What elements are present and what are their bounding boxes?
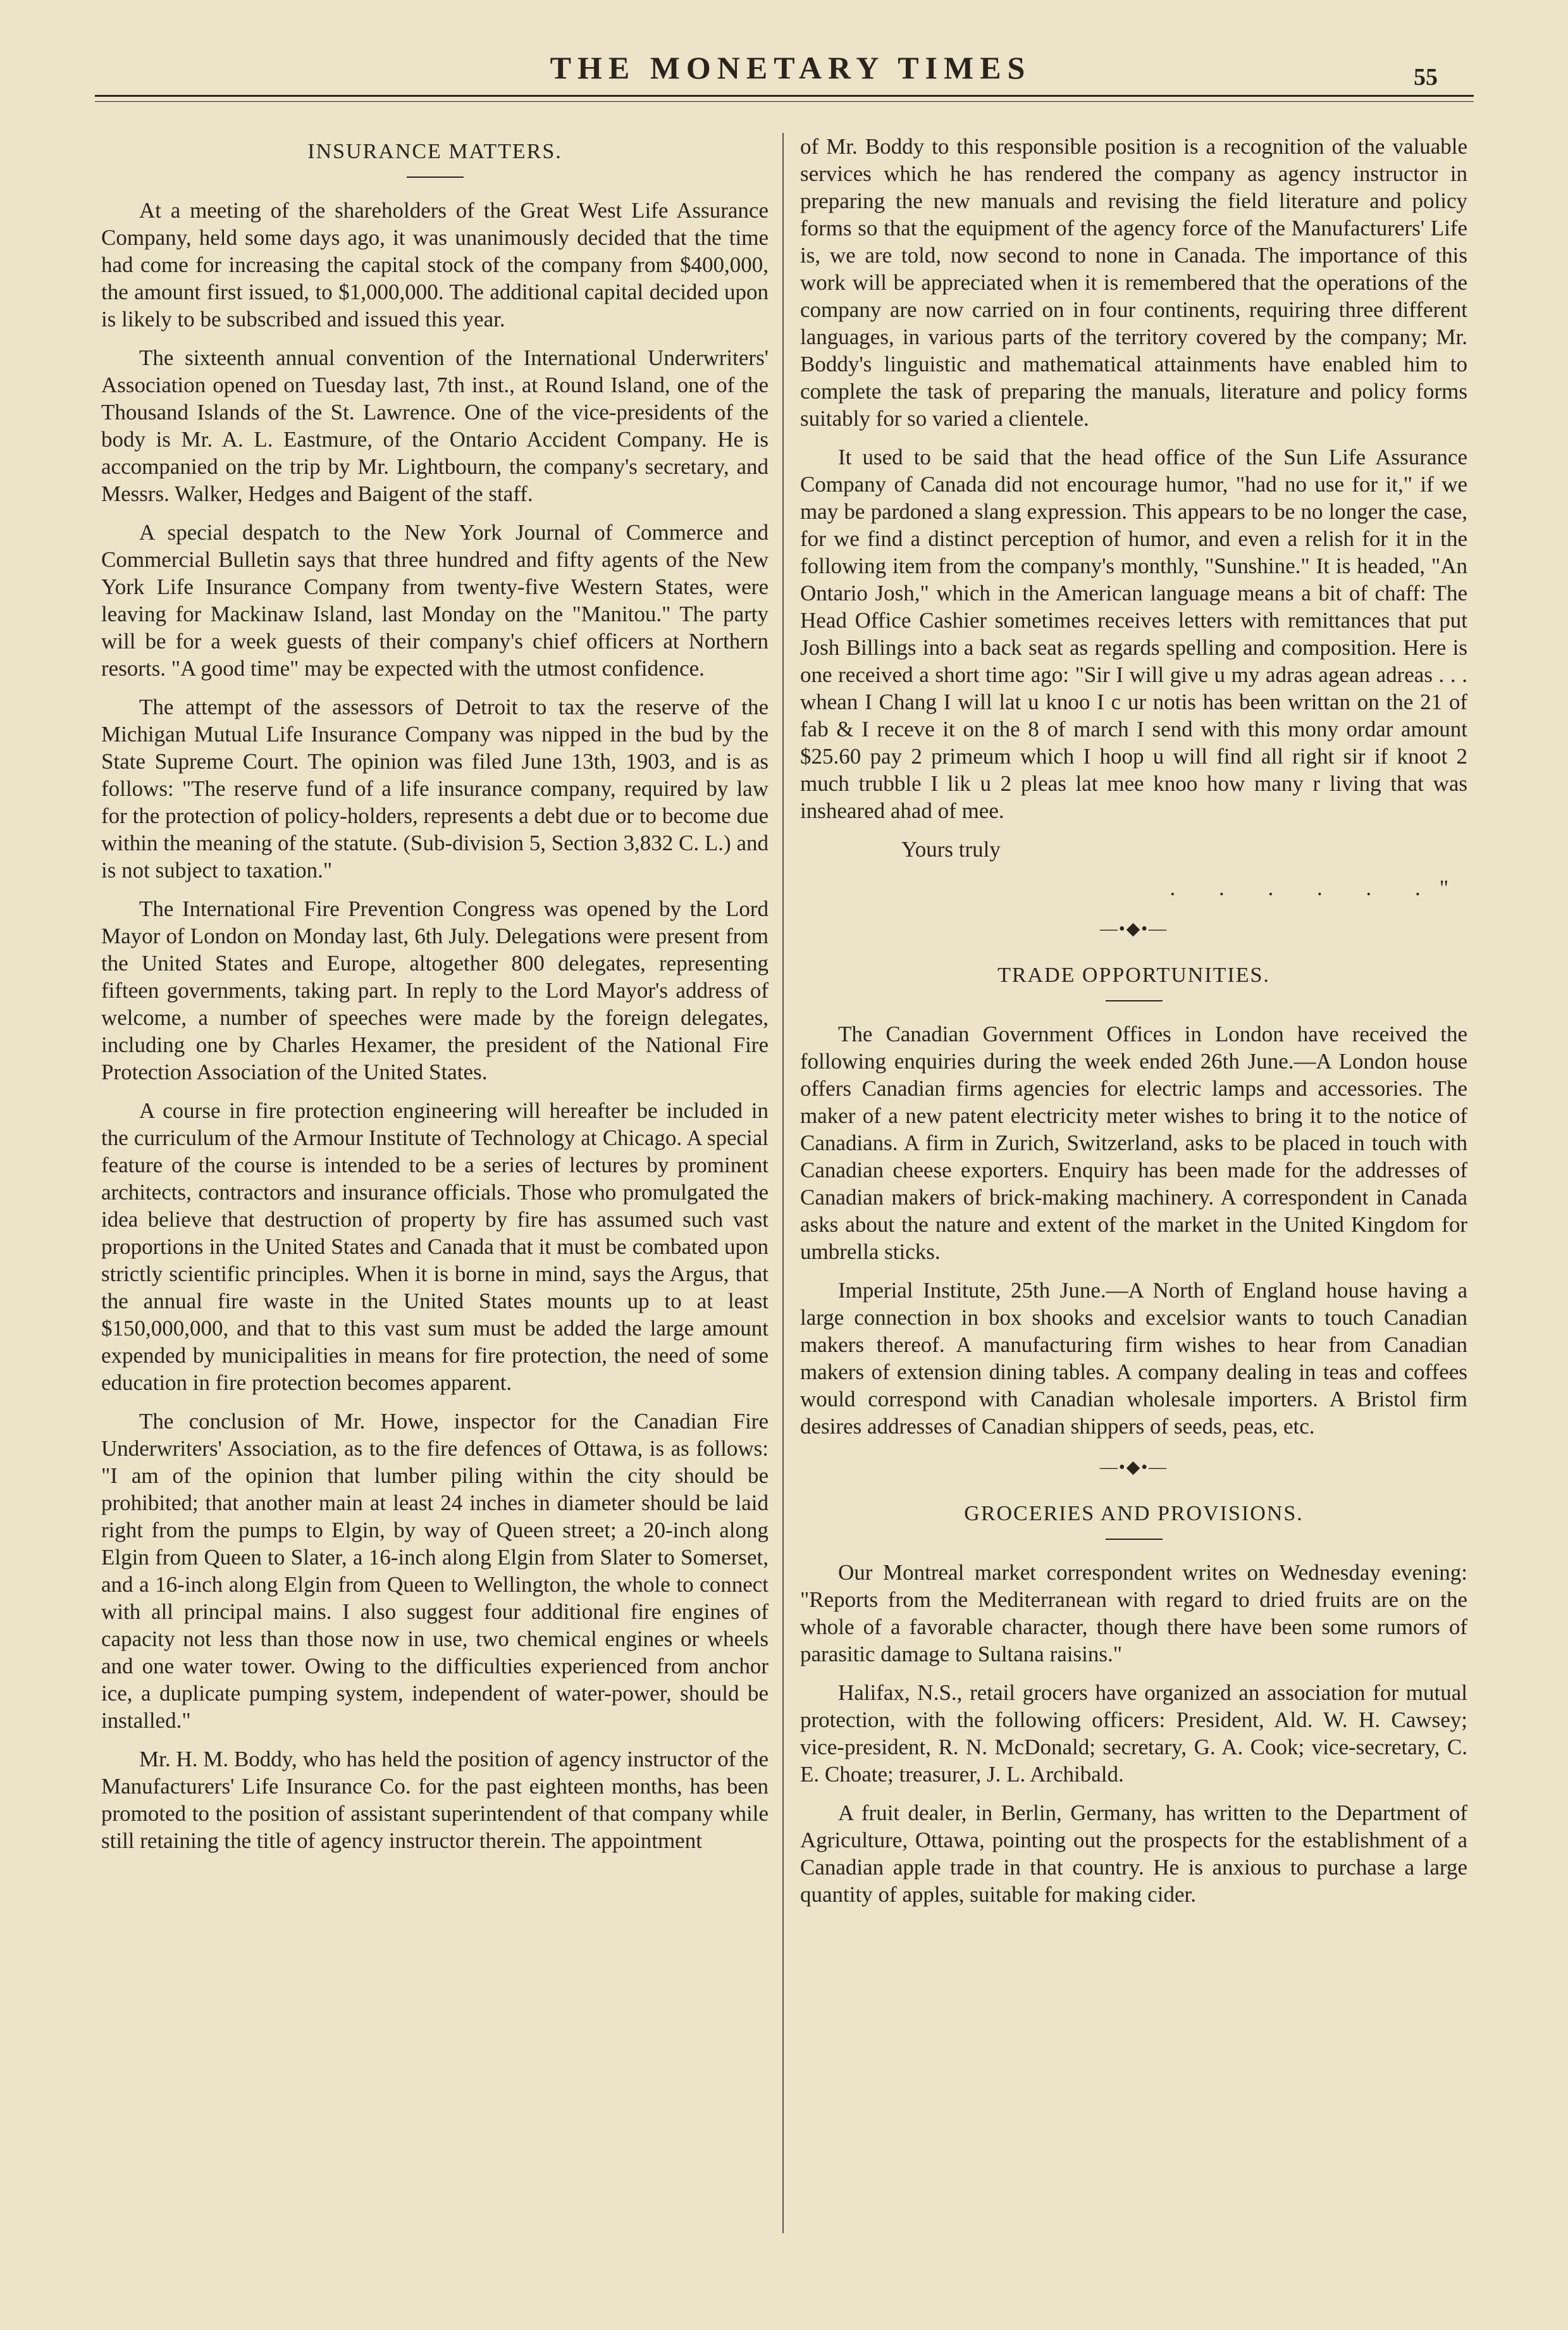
article-paragraph: A fruit dealer, in Berlin, Germany, has written to the Department of Agriculture, Ottawa, pointing out the prospects for the establishment of a Canadian apple trade in that country. He is anxious to purchase a large quantity of apples, suitable for making cider.: [800, 1800, 1467, 1907]
heading-dash: [407, 177, 464, 178]
header-rule-thin: [95, 101, 1474, 102]
article-paragraph: A special despatch to the New York Journal of Commerce and Commercial Bulletin says that three hundred and fifty agents of the New York Life Insurance Company from twenty-five Western States, were leaving for Mackinaw Island, last Monday on the "Manitou." The party will be for a week guests of their company's chief officers at Northern resorts. "A good time" may be expected with the utmost confidence.: [101, 520, 769, 681]
article-paragraph: Mr. H. M. Boddy, who has held the position of agency instructor of the Manufacturers' Life Insurance Co. for the past eighteen months, has been promoted to the position of assistant superintendent of that company while still retaining the title of agency instructor therein. The appointment: [101, 1747, 769, 1853]
heading-dash: [1106, 1000, 1163, 1001]
section-heading-trade: TRADE OPPORTUNITIES.: [997, 964, 1270, 987]
column-divider: [782, 133, 784, 2233]
article-paragraph: It used to be said that the head office of the Sun Life Assurance Company of Canada did not encourage humor, "had no use for it," if we may be pardoned a slang expression. This appears to be no longer the case, for we find a distinct perception of humor, and even a relish for it in the following item from the company's monthly, "Sunshine." It is headed, "An Ontario Josh," which in the American language means a bit of chaff: The Head Office Cashier sometimes receives letters with remittances that put Josh Billings into a back seat as regards spelling and composition. Here is one received a short time ago: "Sir I will give u my adras agean adreas . . . whean I Chang I will lat u knoo I c ur notis has been writtan on the 21 of fab & I receve it on the 8 of march I send with this mony ordar amount $25.60 pay 2 primeum which I hoop u will find all right sir if knoot 2 much trubble I lik u 2 pleas lat mee knoo how many r living that was insheared ahad of mee.: [800, 445, 1467, 823]
article-paragraph: Our Montreal market correspondent writes on Wednesday evening: "Reports from the Mediterranean with regard to dried fruits are on the whole of a favorable character, though there have been some rumors of parasitic damage to Sultana raisins.": [800, 1560, 1467, 1666]
article-paragraph: The sixteenth annual convention of the International Underwriters' Association opened on Tuesday last, 7th inst., at Round Island, one of the Thousand Islands of the St. Lawrence. One of the vice-presidents of the body is Mr. A. L. Eastmure, of the Ontario Accident Company. He is accompanied on the trip by Mr. Lightbourn, the company's secretary, and Messrs. Walker, Hedges and Baigent of the staff.: [101, 345, 769, 506]
article-paragraph: The Canadian Government Offices in London have received the following enquiries during the week ended 26th June.—A London house offers Canadian firms agencies for electric lamps and accessories. The maker of a new patent electricity meter wishes to bring it to the notice of Canadians. A firm in Zurich, Switzerland, asks to be placed in touch with Canadian cheese exporters. Enquiry has been made for the addresses of Canadian makers of brick-making machinery. A correspondent in Canada asks about the nature and extent of the market in the United Kingdom for umbrella sticks.: [800, 1022, 1467, 1264]
letter-dots: . . . . . .": [1170, 876, 1467, 900]
section-heading-insurance: INSURANCE MATTERS.: [307, 140, 562, 163]
right-column: [800, 133, 1467, 1919]
article-paragraph: Imperial Institute, 25th June.—A North of England house having a large connection in box shooks and excelsior wants to touch Canadian makers thereof. A manufacturing firm wishes to hear from Canadian makers of extension dining tables. A company dealing in teas and coffees would correspond with Canadian wholesale importers. A Bristol firm desires addresses of Canadian shippers of seeds, peas, etc.: [800, 1278, 1467, 1439]
article-paragraph: Halifax, N.S., retail grocers have organized an association for mutual protection, with the following officers: President, Ald. W. H. Cawsey; vice-president, R. N. McDonald; secretary, G. A. Cook; vice-secretary, C. E. Choate; treasurer, J. L. Archibald.: [800, 1680, 1467, 1787]
article-paragraph: The attempt of the assessors of Detroit to tax the reserve of the Michigan Mutual Life Insurance Company was nipped in the bud by the State Supreme Court. The opinion was filed June 13th, 1903, and is as follows: "The reserve fund of a life insurance company, required by law for the protection of policy-holders, represents a debt due or to become due within the meaning of the statute. (Sub-division 5, Section 3,832 C. L.) and is not subject to taxation.": [101, 695, 769, 883]
letter-signoff: Yours truly: [901, 837, 1001, 862]
heading-dash: [1106, 1539, 1163, 1540]
article-paragraph: The International Fire Prevention Congress was opened by the Lord Mayor of London on Monday last, 6th July. Delegations were present from the United States and Europe, altogether 800 delegates, representing fifteen governments, taking part. In reply to the Lord Mayor's address of welcome, a number of speeches were made by the foreign delegates, including one by Charles Hexamer, the president of the National Fire Protection Association of the United States.: [101, 896, 769, 1084]
article-paragraph: A course in fire protection engineering will hereafter be included in the curriculum of the Armour Institute of Technology at Chicago. A special feature of the course is intended to be a series of lectures by prominent architects, contractors and insurance officials. Those who promulgated the idea believe that destruction of property by fire has assumed such vast proportions in the United States and Canada that it must be combated upon strictly scientific principles. When it is borne in mind, says the Argus, that the annual fire waste in the United States mounts up to at least $150,000,000, and that to this vast sum must be added the large amount expended by municipalities in means for fire protection, the need of some education in fire protection becomes apparent.: [101, 1098, 769, 1395]
left-column: [101, 133, 769, 1866]
article-paragraph: At a meeting of the shareholders of the Great West Life Assurance Company, held some days ago, it was unanimously decided that the time had come for increasing the capital stock of the company from $400,000, the amount first issued, to $1,000,000. The additional capital decided upon is likely to be subscribed and issued this year.: [101, 198, 769, 332]
section-ornament: —•◆•—: [1099, 1458, 1168, 1477]
page-number: 55: [1414, 64, 1438, 90]
article-paragraph: of Mr. Boddy to this responsible position is a recognition of the valuable services which he has rendered the company as agency instructor in preparing the new manuals and revising the field literature and policy forms so that the equipment of the agency force of the Manufacturers' Life is, we are told, now second to none in Canada. The importance of this work will be appreciated when it is remembered that the operations of the company are now carried on in four continents, requiring three different languages, in various parts of the territory covered by the company; Mr. Boddy's linguistic and mathematical attainments have enabled him to complete the task of preparing the manuals, literature and policy forms suitably for so varied a clientele.: [800, 134, 1467, 431]
masthead-title: THE MONETARY TIMES: [550, 50, 1032, 85]
article-paragraph: The conclusion of Mr. Howe, inspector for the Canadian Fire Underwriters' Association, as to the fire defences of Ottawa, is as follows: "I am of the opinion that lumber piling within the city should be prohibited; that another main at least 24 inches in diameter should be laid right from the pumps to Elgin, by way of Queen street; a 20-inch along Elgin from Queen to Slater, a 16-inch along Elgin from Slater to Somerset, and a 16-inch along Elgin from Queen to Wellington, the whole to connect with all principal mains. I also suggest four additional fire engines of capacity not less than those now in use, two chemical engines or wheels and one water tower. Owing to the difficulties experienced from anchor ice, a duplicate pumping system, independent of water-power, should be installed.": [101, 1409, 769, 1733]
section-heading-groceries: GROCERIES AND PROVISIONS.: [964, 1502, 1304, 1525]
header-rule: [95, 95, 1474, 97]
section-ornament: —•◆•—: [1099, 919, 1168, 939]
